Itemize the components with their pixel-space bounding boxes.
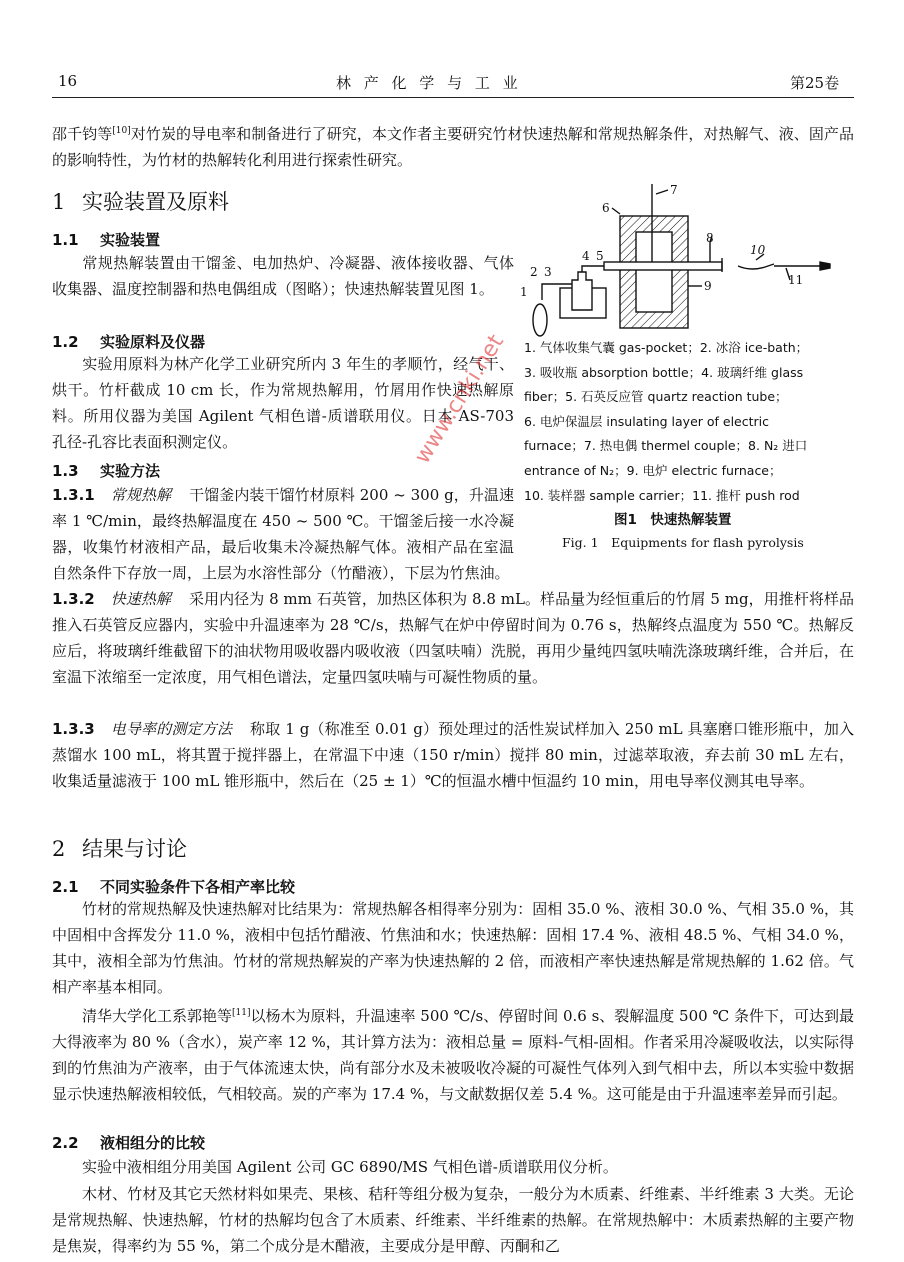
section-2-2-paragraph-1: 实验中液相组分用美国 Agilent 公司 GC 6890/MS 气相色谱-质谱联用仪分析。 [82, 1158, 618, 1176]
quartz-reaction-tube [604, 262, 722, 270]
figure-legend: 1. 气体收集气囊 gas-pocket；2. 冰浴 ice-bath； 3. 吸收瓶 absorption bottle；4. 玻璃纤维 glass fiber；5. 石英反应管 quartz reaction tube； 6. 电炉保温层 insulating layer of electric furnace；7. 热电偶 thermel couple；8. N₂ 进口 entrance of N₂；9. 电炉 electric furnace； 10. 装样器 sample carrier；11. 推杆 push rod [524, 340, 809, 503]
flash-pyrolysis-diagram [516, 180, 854, 340]
volume-label: 第25卷 [790, 74, 840, 92]
label-7: 7 [670, 183, 678, 197]
section-1-heading: 1 实验装置及原料 [52, 190, 229, 214]
section-1-3-2-text: 1.3.2 快速热解 采用内径为 8 mm 石英管，加热区体积为 8.8 mL。样品量为经恒重后的竹屑 5 mg，用推杆将样品推入石英管反应器内，实验中升温速率为 28 ℃/s，热解气在炉中停留时间为 0.76 s，热解终点温度为 550 ℃。热解反应后，将玻璃纤维截留下的油状物用吸收器内吸收液（四氢呋喃）洗脱，再用少量纯四氢呋喃洗涤玻璃纤维，合并后，在室温下浓缩至一定浓度，用气相色谱法，定量四氢呋喃与可凝性物质的量。 [52, 590, 854, 686]
label-10: 10 [750, 243, 766, 257]
intro-paragraph: 邵千钧等[10]对竹炭的导电率和制备进行了研究，本文作者主要研究竹材快速热解和常规热解条件，对热解气、液、固产品的影响特性，为竹材的热解转化利用进行探索性研究。 [52, 125, 854, 169]
section-1-1-heading: 1.1 实验装置 [52, 231, 161, 249]
gas-pocket [533, 304, 547, 336]
section-2-1-paragraph-1: 竹材的常规热解及快速热解对比结果为：常规热解各相得率分别为：固相 35.0 %、液相 30.0 %、气相 35.0 %，其中固相中含挥发分 11.0 %，液相中包括竹醋液、竹焦油和水；快速热解：固相 17.4 %、液相 48.5 %、气相 34.0 %，其中，液相全部为竹焦油。竹材的常规热解炭的产率为快速热解的 2 倍，而液相产率快速热解是常规热解的 1.62 倍。气相产率基本相同。 [52, 900, 854, 996]
figure-title-en: Fig. 1 Equipments for flash pyrolysis [562, 535, 804, 550]
section-1-1-text: 常规热解装置由干馏釜、电加热炉、冷凝器、液体接收器、气体收集器、温度控制器和热电偶组成（图略）；快速热解装置见图 1。 [52, 254, 514, 298]
label-5: 5 [596, 249, 604, 263]
figure-title-cn: 图1 快速热解装置 [614, 512, 732, 528]
label-4: 4 [582, 249, 590, 263]
section-1-2-heading: 1.2 实验原料及仪器 [52, 333, 206, 351]
section-1-3-3-text: 1.3.3 电导率的测定方法 称取 1 g（称准至 0.01 g）预处理过的活性炭试样加入 250 mL 具塞磨口锥形瓶中，加入蒸馏水 100 mL，将其置于搅拌器上，在常温下中速（150 r/min）搅拌 80 min，过滤萃取液，弃去前 30 mL 左右，收集适量滤液于 100 mL 锥形瓶中，然后在（25 ± 1）℃的恒温水槽中恒温约 10 min，用电导率仪测其电导率。 [52, 720, 854, 790]
label-8: 8 [706, 231, 714, 245]
section-2-heading: 2 结果与讨论 [52, 837, 187, 861]
absorption-bottle [572, 272, 592, 310]
label-9: 9 [704, 279, 712, 293]
page-number: 16 [58, 72, 78, 90]
label-2: 2 [530, 265, 538, 279]
section-2-2-paragraph-2: 木材、竹材及其它天然材料如果壳、果核、秸秆等组分极为复杂，一般分为木质素、纤维素、半纤维素 3 大类。无论是常规热解、快速热解，竹材的热解均包含了木质素、纤维素、半纤维素的热解。在常规热解中：木质素热解的主要产物是焦炭，得率约为 55 %，第二个成分是木醋液，主要成分是甲醇、丙酮和乙 [52, 1185, 854, 1255]
section-2-2-heading: 2.2 液相组分的比较 [52, 1134, 206, 1152]
label-3: 3 [544, 265, 552, 279]
sample-carrier [738, 264, 774, 269]
journal-title: 林 产 化 学 与 工 业 [336, 74, 522, 92]
label-11: 11 [788, 273, 804, 287]
section-1-3-1-text: 1.3.1 常规热解 干馏釜内装干馏竹材原料 200 ~ 300 g，升温速率 1 ℃/min，最终热解温度在 450 ~ 500 ℃。干馏釜后接一水冷凝器，收集竹材液相产品，最后收集未冷凝热解气体。液相产品在室温自然条件下存放一周，上层为水溶性部分（竹醋液），下层为竹焦油。 [52, 486, 514, 582]
section-2-1-heading: 2.1 不同实验条件下各相产率比较 [52, 878, 296, 896]
label-6: 6 [602, 201, 610, 215]
header-rule [52, 97, 854, 98]
electric-furnace [636, 232, 672, 312]
section-2-1-paragraph-2: 清华大学化工系郭艳等[11]以杨木为原料，升温速率 500 ℃/s、停留时间 0.6 s、裂解温度 500 ℃ 条件下，可达到最大得液率为 80 %（含水），炭产率 12 %，其计算方法为：液相总量 = 原料-气相-固相。作者采用冷凝吸收法，以实际得到的竹焦油为产液率，由于气体流速太快，尚有部分水及未被吸收冷凝的可凝性气体列入到气相中去，所以本实验中数据显示快速热解液相较低，气相较高。炭的产率为 17.4 %，与文献数据仅差 5.4 %。这可能是由于升温速率差异而引起。 [52, 1007, 855, 1103]
label-1: 1 [520, 285, 528, 299]
section-1-2-text: 实验用原料为林产化学工业研究所内 3 年生的孝顺竹，经气干、烘干。竹杆截成 10 cm 长，作为常规热解用，竹屑用作快速热解原料。所用仪器为美国 Agilent 气相色谱-质谱联用仪。日本 AS-703 孔径-孔容比表面积测定仪。 [52, 355, 514, 451]
watermark: www.cnki.net [410, 330, 510, 469]
section-1-3-heading: 1.3 实验方法 [52, 462, 161, 480]
